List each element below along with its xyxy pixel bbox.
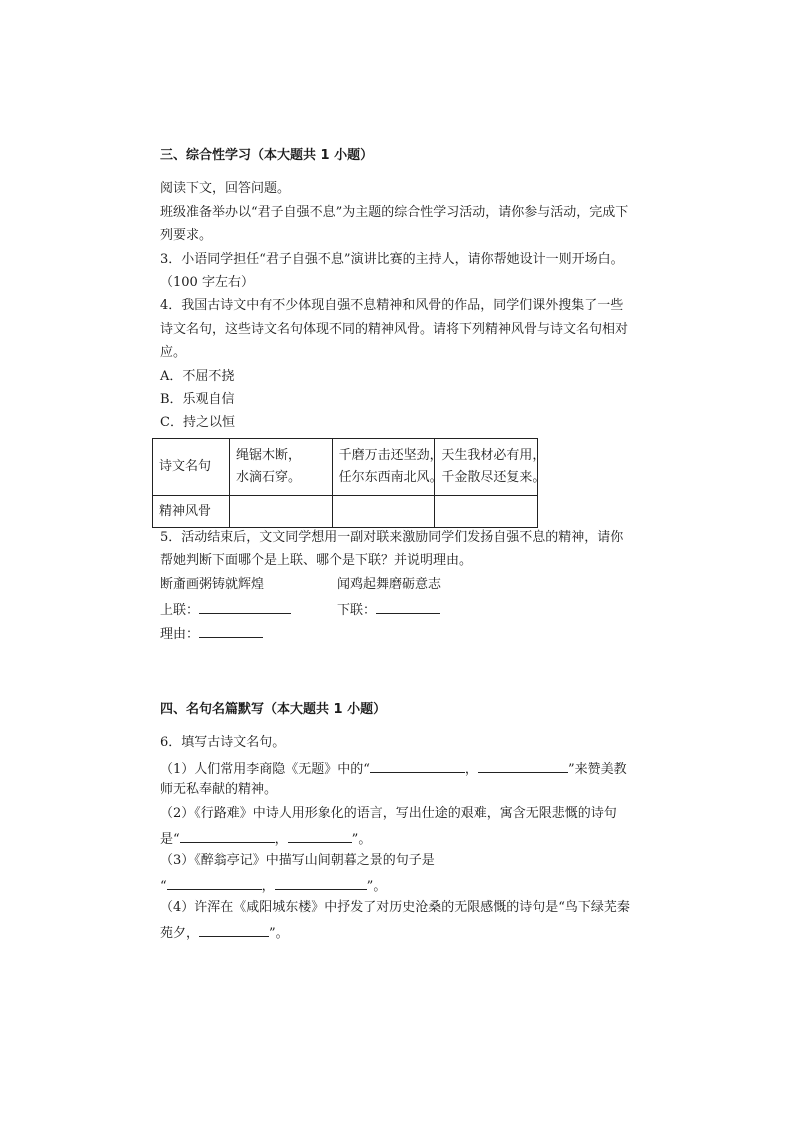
item-3-line-2 — [160, 876, 386, 895]
option-a: A．不屈不挠 — [160, 369, 235, 384]
option-c: C．持之以恒 — [160, 415, 235, 430]
item-4-suffix: ”。 — [269, 926, 289, 941]
item-1-suffix: ”来赞美教 — [567, 762, 627, 777]
poem-1-line-1: 绳锯木断， — [236, 448, 302, 464]
table-cell — [230, 439, 333, 496]
item-4-line-2 — [160, 923, 289, 942]
poem-3-line-2: 千金散尽还复来。 — [441, 470, 546, 486]
item-2-blank-2[interactable] — [288, 829, 352, 843]
activity-line-2: 列要求。 — [160, 228, 213, 243]
item-4-blank[interactable] — [199, 923, 269, 937]
answer-cell-1[interactable] — [230, 496, 333, 528]
question-4-line-1: 4．我国古诗文中有不少体现自强不息精神和风骨的作品，同学们课外搜集了一些 — [160, 298, 624, 313]
item-4-prefix: 苑夕， — [160, 926, 200, 941]
item-4-line-1: （4）许浑在《咸阳城东楼》中抒发了对历史沧桑的无限感慨的诗句是“鸟下绿芜秦 — [160, 900, 630, 915]
question-6: 6．填写古诗文名句。 — [160, 735, 286, 750]
item-2-line-2 — [160, 829, 371, 848]
item-2-separator: ， — [274, 832, 288, 847]
lower-couplet-row — [337, 600, 440, 619]
item-3-suffix: ”。 — [366, 879, 387, 894]
table-cell — [435, 439, 546, 496]
item-1-blank-1[interactable] — [370, 759, 465, 773]
option-b: B．乐观自信 — [160, 392, 235, 407]
poem-1-line-2: 水滴石穿。 — [236, 470, 302, 486]
row-label-spirit: 精神风骨 — [153, 496, 230, 528]
item-1-line-1 — [160, 759, 627, 778]
item-2-suffix: ”。 — [351, 832, 372, 847]
item-1-blank-2[interactable] — [478, 759, 568, 773]
item-3-separator: ， — [261, 879, 275, 894]
couplet-b: 闻鸡起舞磨砺意志 — [337, 577, 442, 592]
question-5-line-1: 5．活动结束后，文文同学想用一副对联来激励同学们发扬自强不息的精神，请你 — [160, 530, 624, 545]
answer-cell-2[interactable] — [332, 496, 435, 528]
question-5-line-2: 帮她判断下面哪个是上联、哪个是下联？并说明理由。 — [160, 553, 473, 568]
poem-3-line-1: 天生我材必有用， — [441, 448, 546, 464]
poem-2-line-2: 任尔东西南北风。 — [338, 470, 443, 486]
couplet-a: 断齑画粥铸就辉煌 — [160, 577, 265, 592]
section4-heading: 四、名句名篇默写（本大题共 1 小题） — [160, 702, 387, 717]
question-4-line-3: 应。 — [160, 345, 187, 360]
item-3-line-1: （3）《醉翁亭记》中描写山间朝暮之景的句子是 — [160, 853, 435, 868]
item-2-line-1: （2）《行路难》中诗人用形象化的语言，写出仕途的艰难，寓含无限悲慨的诗句 — [160, 806, 617, 821]
upper-couplet-label: 上联： — [160, 603, 200, 618]
item-2-blank-1[interactable] — [180, 829, 275, 843]
poem-2-line-1: 千磨万击还坚劲， — [338, 448, 443, 464]
reason-row — [160, 624, 263, 643]
item-1-separator: ， — [464, 762, 478, 777]
section3-heading: 三、综合性学习（本大题共 1 小题） — [160, 148, 374, 163]
item-1-prefix: （1）人们常用李商隐《无题》中的“ — [160, 762, 370, 777]
lower-couplet-blank[interactable] — [376, 600, 440, 614]
answer-cell-3[interactable] — [435, 496, 538, 528]
item-3-blank-1[interactable] — [167, 876, 262, 890]
row-label-poems: 诗文名句 — [153, 439, 230, 496]
section3-intro: 阅读下文，回答问题。 — [160, 181, 291, 196]
table-row — [153, 439, 538, 496]
item-3-prefix: “ — [160, 879, 167, 894]
question-4-line-2: 诗文名句，这些诗文名句体现不同的精神风骨。请将下列精神风骨与诗文名句相对 — [160, 322, 629, 337]
item-1-line-2: 师无私奉献的精神。 — [160, 782, 278, 797]
upper-couplet-row — [160, 600, 291, 619]
upper-couplet-blank[interactable] — [199, 600, 291, 614]
lower-couplet-label: 下联： — [337, 603, 377, 618]
item-2-prefix: 是“ — [160, 832, 180, 847]
item-3-blank-2[interactable] — [275, 876, 367, 890]
reason-label: 理由： — [160, 627, 200, 642]
poem-matching-table — [152, 438, 546, 528]
table-row — [153, 496, 538, 528]
table-cell — [332, 439, 443, 496]
question-3-line-2: （100 字左右） — [160, 275, 254, 290]
reason-blank[interactable] — [199, 624, 263, 638]
question-3-line-1: 3．小语同学担任“君子自强不息”演讲比赛的主持人，请你帮她设计一则开场白。 — [160, 252, 624, 267]
activity-line-1: 班级准备举办以“君子自强不息”为主题的综合性学习活动，请你参与活动，完成下 — [160, 205, 629, 220]
